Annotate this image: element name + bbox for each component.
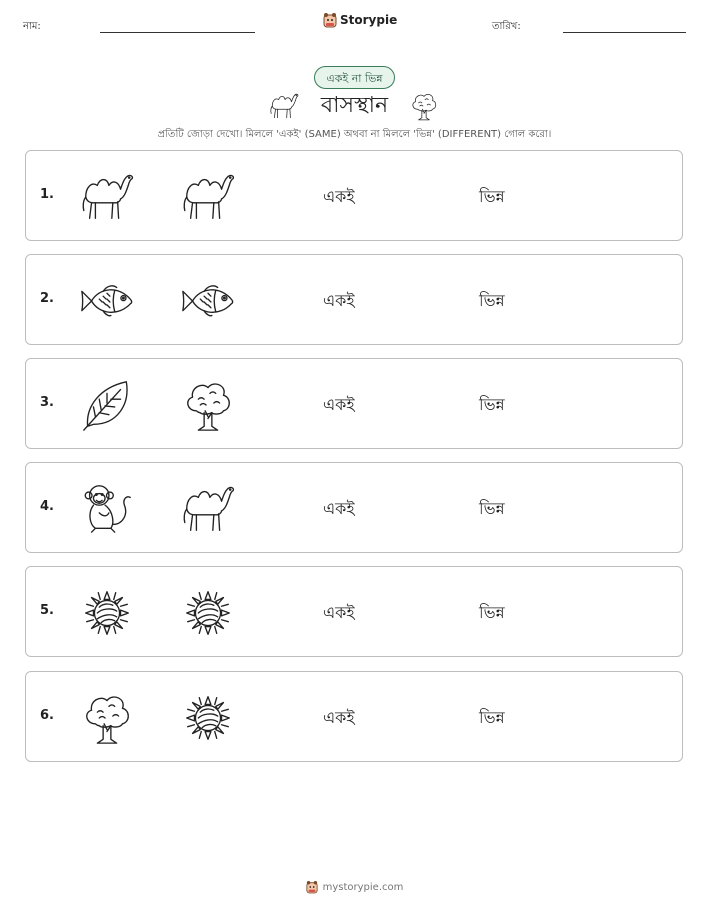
camel-icon xyxy=(179,168,237,226)
option-same[interactable]: একই xyxy=(323,603,355,622)
brand-logo xyxy=(323,12,397,28)
option-different[interactable]: ভিন্ন xyxy=(479,603,505,622)
question-row xyxy=(25,358,683,449)
instruction-text: প্রতিটি জোড়া দেখো। মিললে 'একই' (SAME) অথবা না মিললে 'ভিন্ন' (DIFFERENT) গোল করো। xyxy=(157,129,552,140)
tree-icon xyxy=(179,376,237,434)
camel-icon xyxy=(179,480,237,538)
question-number: 1. xyxy=(40,187,54,202)
question-number: 6. xyxy=(40,708,54,723)
question-row xyxy=(25,671,683,762)
option-same[interactable]: একই xyxy=(323,708,355,727)
question-row xyxy=(25,254,683,345)
option-different[interactable]: ভিন্ন xyxy=(479,708,505,727)
option-same[interactable]: একই xyxy=(323,291,355,310)
page-title: বাসস্থান xyxy=(320,93,389,118)
option-different[interactable]: ভিন্ন xyxy=(479,499,505,518)
date-label: তারিখ: xyxy=(492,21,521,32)
question-number: 5. xyxy=(40,603,54,618)
monkey-icon xyxy=(78,480,136,538)
question-row xyxy=(25,462,683,553)
activity-tag: একই না ভিন্ন xyxy=(314,66,395,89)
question-number: 3. xyxy=(40,395,54,410)
option-same[interactable]: একই xyxy=(323,395,355,414)
sun-icon xyxy=(179,689,237,747)
fish-icon xyxy=(78,272,136,330)
brand-name: Storypie xyxy=(340,13,398,27)
option-different[interactable]: ভিন্ন xyxy=(479,187,505,206)
option-different[interactable]: ভিন্ন xyxy=(479,291,505,310)
question-row xyxy=(25,150,683,241)
page-footer xyxy=(0,880,709,894)
tree-icon xyxy=(78,689,136,747)
option-different[interactable]: ভিন্ন xyxy=(479,395,505,414)
name-field-line[interactable] xyxy=(100,32,255,33)
worksheet-header xyxy=(0,0,709,40)
footer-site-url[interactable]: mystorypie.com xyxy=(322,881,404,893)
name-label: নাম: xyxy=(23,21,41,32)
leaf-icon xyxy=(78,376,136,434)
option-same[interactable]: একই xyxy=(323,187,355,206)
storypie-logo-icon xyxy=(306,880,318,894)
sun-icon xyxy=(78,584,136,642)
question-number: 4. xyxy=(40,499,54,514)
date-field-line[interactable] xyxy=(563,32,686,33)
sun-icon xyxy=(179,584,237,642)
question-number: 2. xyxy=(40,291,54,306)
option-same[interactable]: একই xyxy=(323,499,355,518)
tree-icon xyxy=(408,90,440,122)
question-row xyxy=(25,566,683,657)
camel-icon xyxy=(78,168,136,226)
storypie-logo-icon xyxy=(323,12,337,28)
fish-icon xyxy=(179,272,237,330)
